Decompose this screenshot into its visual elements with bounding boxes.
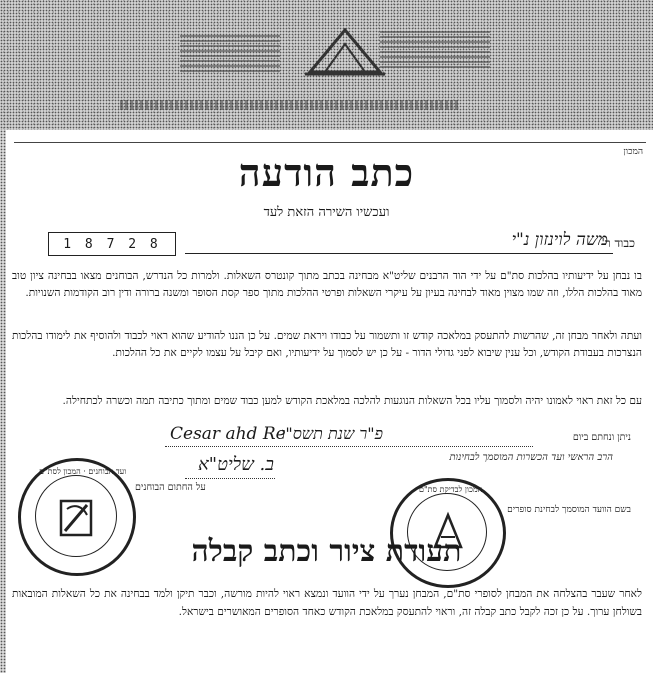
stamp-right-text: המכון לבדיקת סת"ם bbox=[419, 485, 483, 494]
examiner-signature: ב. שליט"א bbox=[198, 454, 274, 475]
section-title: תעודת ציור וכתב קבלה bbox=[191, 534, 462, 569]
date-dotline bbox=[165, 446, 533, 447]
certificate-number-box bbox=[48, 232, 176, 256]
addressee-name: משה לוינזון נ"י bbox=[511, 230, 608, 250]
stamp-left-text: ועד הבוחנים · המכון לסת"ם bbox=[39, 467, 127, 476]
page-marker: המכון bbox=[623, 147, 643, 157]
document-subtitle: ועכשיו השירה הזאת לעד bbox=[263, 205, 390, 220]
signature-dotline bbox=[185, 478, 275, 479]
stamp-left-emblem-icon bbox=[57, 495, 97, 539]
letterhead-block-right bbox=[380, 28, 490, 68]
document-title: כתב הודעה bbox=[238, 150, 415, 195]
letterhead-block-left bbox=[180, 32, 280, 72]
body-paragraph-2: ועתה ולאחר מבחן זה, שהרשות להתעסק במלאכה קודש זו ותשמור על כבודו ויראת שמים. על כן הננו להודיע שהוא ראוי לכבוד ולהוסיף את לימודו בהלכות הנצרכות בעבודת הקודש, וכל ענין שיבוא לפני גדולי הדור - על כן יש לסמוך על ידיעותיו, ואם קיבל על עצמו לקיים את כל ההלכות. bbox=[12, 330, 642, 359]
committee-note: הרב הראשי ועד הכשרות המוסמך לבחינות bbox=[449, 452, 613, 463]
stamp-right bbox=[390, 478, 506, 588]
body-paragraph-1: בו נבחן על ידיעותיו בהלכות סת"ם על ידי הוד הרבנים שליט"א מבחינה בכתב מתוך קונטרס השאלות. ולמרות כל הנדרש, הבוחנים מצאו בבחינה ציון טוב מאוד בהלכות הללו, וזה שמו מצוין מאוד לבחינה בעיון על עיקרי השאלות ופרטי ההלכות מתוך ספר קסת הסופר ומשנה ברורה ודין רוב הקודמות השנויות. bbox=[12, 270, 642, 299]
date-handwritten: Cesar ahd Re bbox=[170, 424, 286, 444]
examiners-label: על החתום הבוחנים bbox=[135, 482, 206, 493]
date-prefix: ניתן ונחתם ביום bbox=[572, 432, 631, 443]
body-paragraph-3: עם כל זאת ראוי לאמונו יהיה ולסמוך עליו בכל השאלות הנוגעות להלכה במלאכת הקודש למען כבוד שמים ומתוך כתיבה תמה וכשרה לכתחילה. bbox=[62, 395, 642, 407]
official-note: בשם הוועד המוסמך לבחינת סופרים bbox=[507, 505, 631, 515]
institute-emblem-icon bbox=[300, 22, 390, 82]
date-value: פ"ר שנת תשס"ו bbox=[281, 424, 383, 443]
addressee-label: כבוד ר' bbox=[601, 236, 635, 250]
certificate-number: 1 8 7 2 8 bbox=[63, 236, 161, 252]
closing-paragraph: לאחר שעבר בהצלחה את המבחן לסופרי סת"ם, המבחן נערך על ידי הוועד ונמצא ראוי להיות מורשה, וכבר תיקן ולמד בבחינה את כל השאלות המובאות בשולחן ערוך. על כן זכה לקבל כתב קבלה זה, וראוי להתעסק במלאכת הקודש כאחד הסופרים המאושרים בישראל. bbox=[12, 588, 642, 618]
letterhead-address-line bbox=[120, 100, 460, 110]
addressee-underline bbox=[185, 253, 613, 254]
page-rule bbox=[14, 142, 646, 143]
